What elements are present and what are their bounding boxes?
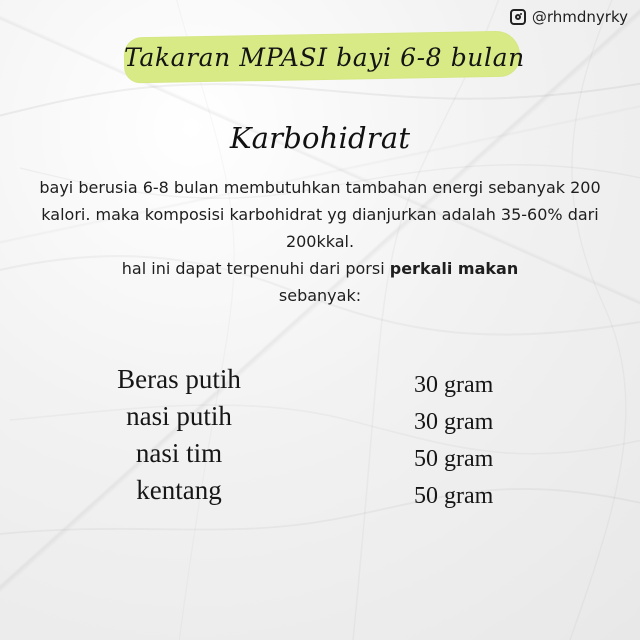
- description-block: [18, 174, 622, 309]
- description-line-2-bold: perkali makan: [389, 259, 519, 278]
- food-name: nasi tim: [135, 438, 223, 468]
- food-row: [108, 438, 528, 475]
- food-name: kentang: [136, 475, 222, 505]
- description-line-1: bayi berusia 6-8 bulan membutuhkan tambahan energi sebanyak 200 kalori. maka komposisi karbohidrat yg dianjurkan adalah 35-60% dari 200kkal.: [39, 178, 601, 251]
- food-amount: 30 gram: [414, 409, 494, 435]
- food-row: [108, 364, 528, 401]
- instagram-icon: [510, 9, 526, 25]
- section-heading: Karbohidrat: [229, 121, 411, 155]
- description-line-2: [18, 255, 622, 282]
- food-row: [108, 475, 528, 512]
- instagram-handle: [510, 8, 628, 26]
- food-amount: 50 gram: [414, 483, 494, 509]
- instagram-username: @rhmdnyrky: [531, 8, 628, 26]
- food-name: Beras putih: [117, 364, 241, 394]
- title-banner: [124, 34, 525, 80]
- page-title: Takaran MPASI bayi 6-8 bulan: [124, 43, 525, 72]
- description-line-3: sebanyak:: [278, 286, 362, 305]
- description-line-2-prefix: hal ini dapat terpenuhi dari porsi: [121, 259, 390, 278]
- food-list: [108, 364, 528, 512]
- food-name: nasi putih: [126, 401, 232, 431]
- food-amount: 50 gram: [414, 446, 494, 472]
- food-row: [108, 401, 528, 438]
- food-amount: 30 gram: [414, 372, 494, 398]
